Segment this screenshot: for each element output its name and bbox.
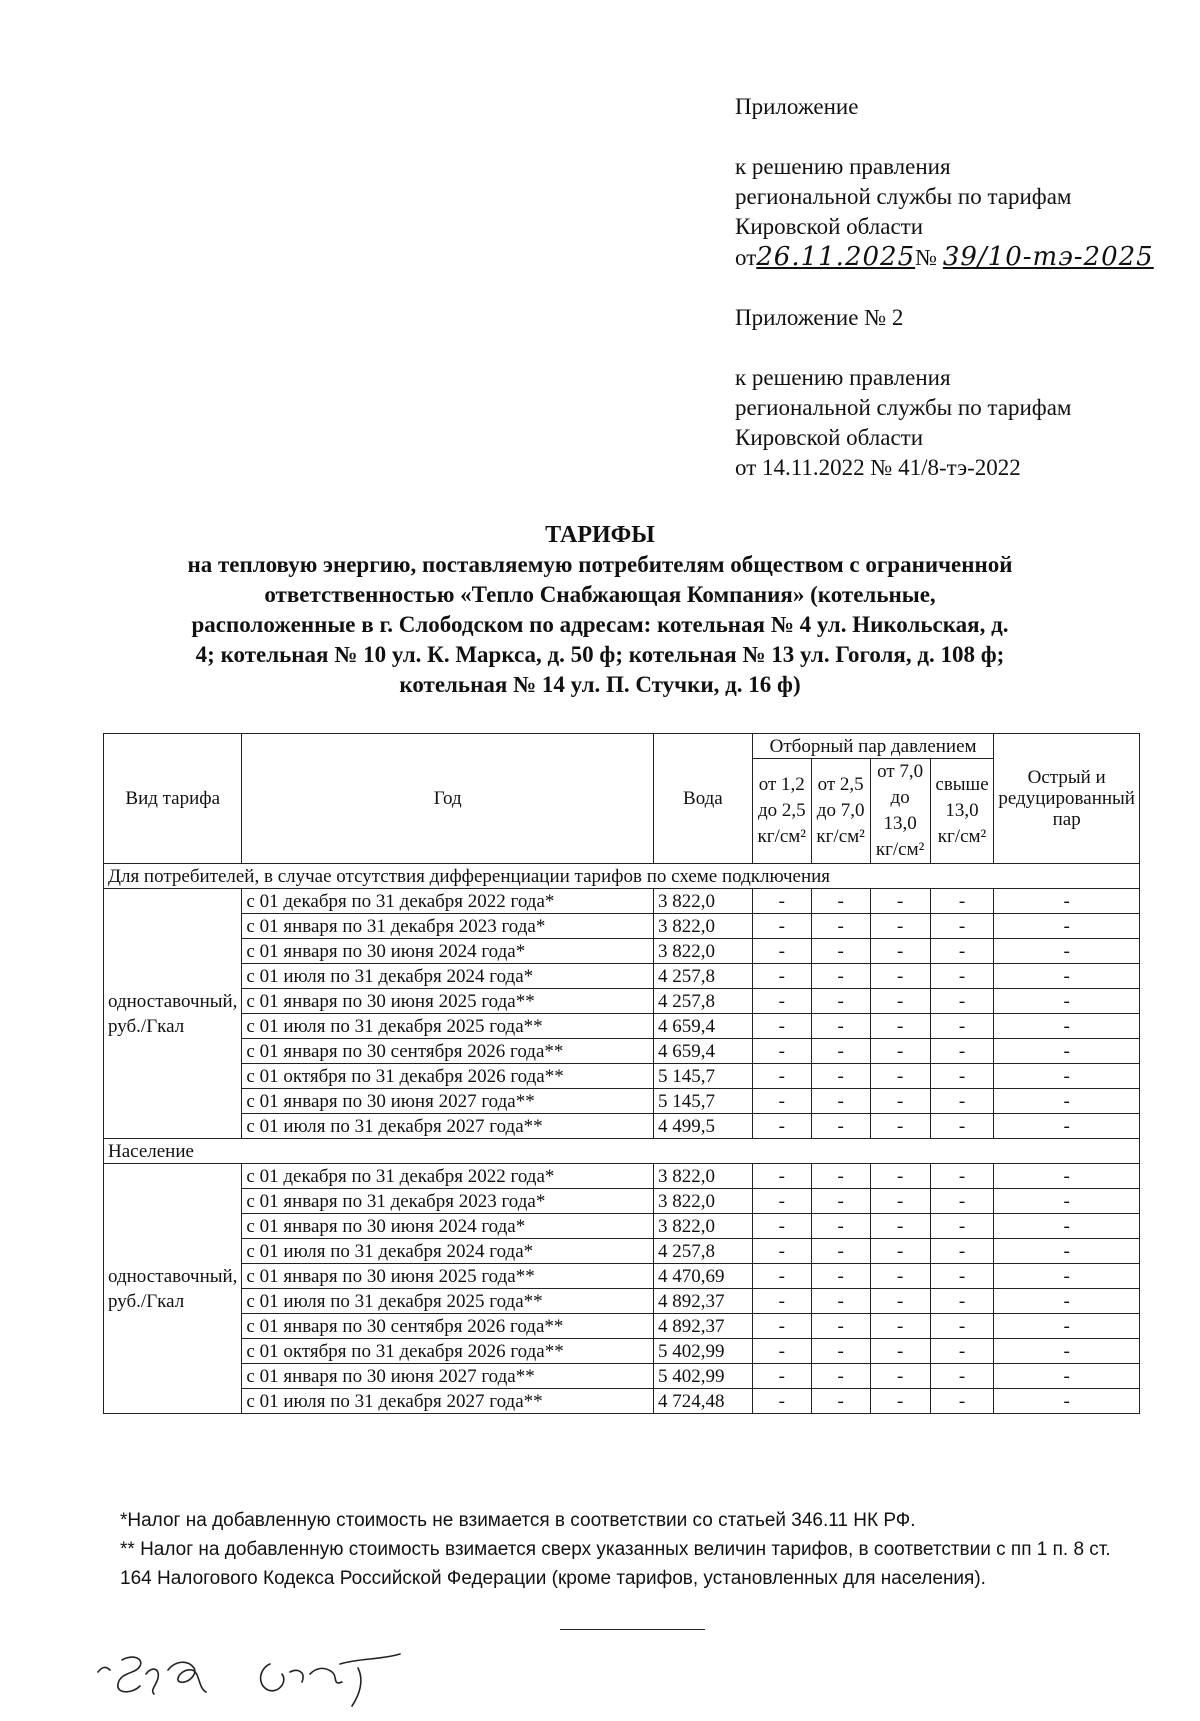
pressure-3-cell: - (870, 1364, 930, 1389)
pressure-2-cell: - (811, 1239, 870, 1264)
sharp-steam-cell: - (994, 1389, 1140, 1414)
footnote: *Налог на добавленную стоимость не взимается в соответствии со статьей 346.11 НК РФ. (120, 1510, 916, 1531)
period-cell: с 01 июля по 31 декабря 2027 года** (242, 1114, 654, 1139)
pressure-3-cell: - (870, 1314, 930, 1339)
water-tariff-cell: 5 402,99 (653, 1339, 752, 1364)
sharp-steam-cell: - (994, 914, 1140, 939)
water-tariff-cell: 5 145,7 (653, 1089, 752, 1114)
pressure-2-cell: - (811, 1039, 870, 1064)
pressure-1-cell: - (752, 889, 811, 914)
period-cell: с 01 января по 30 июня 2024 года* (242, 939, 654, 964)
table-row (104, 914, 1140, 939)
document-title-block (120, 520, 1080, 700)
document-title: ТАРИФЫ (545, 522, 655, 548)
water-tariff-cell: 5 402,99 (653, 1364, 752, 1389)
period-cell: с 01 июля по 31 декабря 2024 года* (242, 964, 654, 989)
period-cell: с 01 июля по 31 декабря 2025 года** (242, 1014, 654, 1039)
table-row (104, 1339, 1140, 1364)
water-tariff-cell: 4 499,5 (653, 1114, 752, 1139)
pressure-4-cell: - (930, 1339, 994, 1364)
pressure-3-cell: - (870, 1264, 930, 1289)
sharp-steam-cell: - (994, 1114, 1140, 1139)
sharp-steam-cell: - (994, 964, 1140, 989)
footnote: ** Налог на добавленную стоимость взимается сверх указанных величин тарифов, в соответствии с пп 1 п. 8 ст. 164 Налогового Кодекса Российской Федерации (кроме тарифов, установленных для населения). (120, 1539, 1111, 1589)
water-tariff-cell: 4 257,8 (653, 989, 752, 1014)
pressure-2-cell: - (811, 1339, 870, 1364)
pressure-4-cell: - (930, 1164, 994, 1189)
pressure-1-cell: - (752, 964, 811, 989)
pressure-2-cell: - (811, 914, 870, 939)
pressure-4-cell: - (930, 989, 994, 1014)
document-subtitle-line: котельная № 14 ул. П. Стучки, д. 16 ф) (399, 672, 801, 697)
table-row (104, 1239, 1140, 1264)
water-tariff-cell: 4 724,48 (653, 1389, 752, 1414)
section-title: Для потребителей, в случае отсутствия дифференциации тарифов по схеме подключения (104, 864, 1140, 889)
pressure-1-cell: - (752, 1189, 811, 1214)
pressure-1-cell: - (752, 1364, 811, 1389)
section-title: Население (104, 1139, 1140, 1164)
pressure-1-cell: - (752, 1014, 811, 1039)
pressure-3-cell: - (870, 1389, 930, 1414)
water-tariff-cell: 3 822,0 (653, 1189, 752, 1214)
pressure-4-cell: - (930, 1214, 994, 1239)
sharp-steam-cell: - (994, 1089, 1140, 1114)
table-row (104, 889, 1140, 914)
period-cell: с 01 декабря по 31 декабря 2022 года* (242, 889, 654, 914)
period-cell: с 01 октября по 31 декабря 2026 года** (242, 1064, 654, 1089)
sharp-steam-cell: - (994, 1289, 1140, 1314)
pressure-2-cell: - (811, 1389, 870, 1414)
date-prefix: от (735, 245, 757, 270)
section-title-row (104, 864, 1140, 889)
pressure-4-cell: - (930, 914, 994, 939)
period-cell: с 01 января по 30 июня 2024 года* (242, 1214, 654, 1239)
period-cell: с 01 декабря по 31 декабря 2022 года* (242, 1164, 654, 1189)
table-row (104, 1039, 1140, 1064)
table-row (104, 1089, 1140, 1114)
pressure-3-cell: - (870, 1089, 930, 1114)
table-row (104, 1389, 1140, 1414)
water-tariff-cell: 3 822,0 (653, 939, 752, 964)
water-tariff-cell: 4 892,37 (653, 1289, 752, 1314)
pressure-1-cell: - (752, 1389, 811, 1414)
pressure-2-cell: - (811, 1064, 870, 1089)
pressure-4-cell: - (930, 1239, 994, 1264)
pressure-2-cell: - (811, 964, 870, 989)
pressure-3-cell: - (870, 989, 930, 1014)
pressure-3-cell: - (870, 939, 930, 964)
period-cell: с 01 июля по 31 декабря 2024 года* (242, 1239, 654, 1264)
tariff-type-cell: одноставочный, руб./Гкал (104, 1164, 242, 1414)
water-tariff-cell: 4 470,69 (653, 1264, 752, 1289)
tariff-type-cell: одноставочный, руб./Гкал (104, 889, 242, 1139)
number-prefix: № (915, 245, 938, 270)
appendix-1-title: Приложение (735, 94, 859, 119)
pressure-4-cell: - (930, 1314, 994, 1339)
appendix-1-line: региональной службы по тарифам (735, 184, 1072, 209)
period-cell: с 01 октября по 31 декабря 2026 года** (242, 1339, 654, 1364)
appendix-1-block (735, 92, 1154, 273)
appendix-2-line: к решению правления (735, 365, 951, 390)
appendix-1-line: к решению правления (735, 154, 951, 179)
pressure-3-cell: - (870, 1014, 930, 1039)
table-row (104, 964, 1140, 989)
water-tariff-cell: 3 822,0 (653, 1164, 752, 1189)
pressure-4-cell: - (930, 1014, 994, 1039)
period-cell: с 01 января по 30 июня 2025 года** (242, 989, 654, 1014)
handwritten-signatures (90, 1650, 490, 1710)
header-pressure-2: от 2,5 до 7,0 кг/см² (811, 759, 870, 864)
pressure-1-cell: - (752, 1114, 811, 1139)
document-subtitle-line: на тепловую энергию, поставляемую потребителям обществом с ограниченной (187, 552, 1013, 577)
table-row (104, 1014, 1140, 1039)
period-cell: с 01 июля по 31 декабря 2025 года** (242, 1289, 654, 1314)
sharp-steam-cell: - (994, 1314, 1140, 1339)
period-cell: с 01 июля по 31 декабря 2027 года** (242, 1389, 654, 1414)
header-year: Год (242, 734, 654, 864)
pressure-1-cell: - (752, 1339, 811, 1364)
pressure-1-cell: - (752, 914, 811, 939)
period-cell: с 01 января по 30 сентября 2026 года** (242, 1039, 654, 1064)
pressure-1-cell: - (752, 1064, 811, 1089)
pressure-4-cell: - (930, 889, 994, 914)
pressure-3-cell: - (870, 1214, 930, 1239)
pressure-2-cell: - (811, 1189, 870, 1214)
pressure-1-cell: - (752, 989, 811, 1014)
water-tariff-cell: 3 822,0 (653, 889, 752, 914)
pressure-1-cell: - (752, 1164, 811, 1189)
pressure-1-cell: - (752, 1089, 811, 1114)
table-row (104, 1189, 1140, 1214)
period-cell: с 01 января по 30 июня 2027 года** (242, 1364, 654, 1389)
appendix-2-title: Приложение № 2 (735, 305, 904, 330)
document-subtitle-line: ответственностью «Тепло Снабжающая Компания» (котельные, (264, 582, 936, 607)
pressure-4-cell: - (930, 1114, 994, 1139)
sharp-steam-cell: - (994, 1189, 1140, 1214)
header-pressure-1: от 1,2 до 2,5 кг/см² (752, 759, 811, 864)
pressure-4-cell: - (930, 1289, 994, 1314)
header-pressure-4: свыше 13,0 кг/см² (930, 759, 994, 864)
header-pressure-3: от 7,0 до 13,0 кг/см² (870, 759, 930, 864)
pressure-2-cell: - (811, 939, 870, 964)
pressure-4-cell: - (930, 1039, 994, 1064)
document-subtitle-line: 4; котельная № 10 ул. К. Маркса, д. 50 ф; котельная № 13 ул. Гоголя, д. 108 ф; (195, 642, 1005, 667)
pressure-2-cell: - (811, 1164, 870, 1189)
pressure-2-cell: - (811, 1089, 870, 1114)
header-tariff-type: Вид тарифа (104, 734, 242, 864)
pressure-1-cell: - (752, 1289, 811, 1314)
pressure-4-cell: - (930, 964, 994, 989)
pressure-3-cell: - (870, 1164, 930, 1189)
section-title-row (104, 1139, 1140, 1164)
pressure-3-cell: - (870, 1189, 930, 1214)
pressure-2-cell: - (811, 1289, 870, 1314)
pressure-4-cell: - (930, 939, 994, 964)
sharp-steam-cell: - (994, 1039, 1140, 1064)
sharp-steam-cell: - (994, 1164, 1140, 1189)
header-water: Вода (653, 734, 752, 864)
pressure-2-cell: - (811, 1264, 870, 1289)
pressure-1-cell: - (752, 939, 811, 964)
pressure-3-cell: - (870, 964, 930, 989)
period-cell: с 01 января по 31 декабря 2023 года* (242, 1189, 654, 1214)
water-tariff-cell: 4 659,4 (653, 1039, 752, 1064)
pressure-3-cell: - (870, 1239, 930, 1264)
pressure-3-cell: - (870, 1039, 930, 1064)
sharp-steam-cell: - (994, 1239, 1140, 1264)
pressure-1-cell: - (752, 1314, 811, 1339)
period-cell: с 01 января по 30 сентября 2026 года** (242, 1314, 654, 1339)
pressure-3-cell: - (870, 1289, 930, 1314)
sharp-steam-cell: - (994, 1264, 1140, 1289)
table-row (104, 1314, 1140, 1339)
pressure-4-cell: - (930, 1389, 994, 1414)
period-cell: с 01 января по 31 декабря 2023 года* (242, 914, 654, 939)
table-row (104, 1214, 1140, 1239)
sharp-steam-cell: - (994, 989, 1140, 1014)
table-row (104, 1264, 1140, 1289)
pressure-3-cell: - (870, 1064, 930, 1089)
appendix-2-block (735, 303, 1071, 483)
water-tariff-cell: 3 822,0 (653, 1214, 752, 1239)
pressure-2-cell: - (811, 1114, 870, 1139)
sharp-steam-cell: - (994, 1339, 1140, 1364)
appendix-1-line: Кировской области (735, 214, 924, 239)
water-tariff-cell: 4 892,37 (653, 1314, 752, 1339)
tariff-table (103, 733, 1140, 1414)
water-tariff-cell: 3 822,0 (653, 914, 752, 939)
pressure-4-cell: - (930, 1089, 994, 1114)
signature-1 (98, 1657, 206, 1694)
pressure-2-cell: - (811, 889, 870, 914)
table-row (104, 1364, 1140, 1389)
sharp-steam-cell: - (994, 939, 1140, 964)
period-cell: с 01 января по 30 июня 2025 года** (242, 1264, 654, 1289)
document-subtitle-line: расположенные в г. Слободском по адресам: котельная № 4 ул. Никольская, д. (191, 612, 1009, 637)
pressure-1-cell: - (752, 1239, 811, 1264)
appendix-2-line: от 14.11.2022 № 41/8-тэ-2022 (735, 455, 1021, 480)
table-row (104, 1164, 1140, 1189)
table-row (104, 1064, 1140, 1089)
pressure-4-cell: - (930, 1364, 994, 1389)
pressure-1-cell: - (752, 1214, 811, 1239)
sharp-steam-cell: - (994, 1014, 1140, 1039)
pressure-2-cell: - (811, 1364, 870, 1389)
table-row (104, 1289, 1140, 1314)
table-row (104, 939, 1140, 964)
sharp-steam-cell: - (994, 1364, 1140, 1389)
handwritten-date: 26.11.2025 (756, 242, 916, 272)
appendix-2-line: региональной службы по тарифам (735, 395, 1072, 420)
water-tariff-cell: 5 145,7 (653, 1064, 752, 1089)
divider-line (560, 1629, 705, 1630)
sharp-steam-cell: - (994, 889, 1140, 914)
table-row (104, 989, 1140, 1014)
table-header-row (104, 734, 1140, 759)
pressure-1-cell: - (752, 1039, 811, 1064)
signature-2 (261, 1654, 400, 1706)
pressure-4-cell: - (930, 1264, 994, 1289)
pressure-4-cell: - (930, 1064, 994, 1089)
header-steam-group: Отборный пар давлением (752, 734, 994, 759)
handwritten-number: 39/10-тэ-2025 (942, 242, 1154, 272)
pressure-2-cell: - (811, 1314, 870, 1339)
pressure-3-cell: - (870, 1339, 930, 1364)
appendix-2-line: Кировской области (735, 425, 924, 450)
pressure-2-cell: - (811, 989, 870, 1014)
pressure-1-cell: - (752, 1264, 811, 1289)
footnotes (120, 1506, 1130, 1593)
pressure-2-cell: - (811, 1014, 870, 1039)
pressure-3-cell: - (870, 889, 930, 914)
pressure-3-cell: - (870, 914, 930, 939)
sharp-steam-cell: - (994, 1064, 1140, 1089)
water-tariff-cell: 4 257,8 (653, 964, 752, 989)
table-row (104, 1114, 1140, 1139)
sharp-steam-cell: - (994, 1214, 1140, 1239)
pressure-4-cell: - (930, 1189, 994, 1214)
header-sharp-steam: Острый и редуцированный пар (994, 734, 1140, 864)
pressure-2-cell: - (811, 1214, 870, 1239)
period-cell: с 01 января по 30 июня 2027 года** (242, 1089, 654, 1114)
pressure-3-cell: - (870, 1114, 930, 1139)
water-tariff-cell: 4 257,8 (653, 1239, 752, 1264)
appendix-1-date-line (735, 242, 1154, 273)
water-tariff-cell: 4 659,4 (653, 1014, 752, 1039)
